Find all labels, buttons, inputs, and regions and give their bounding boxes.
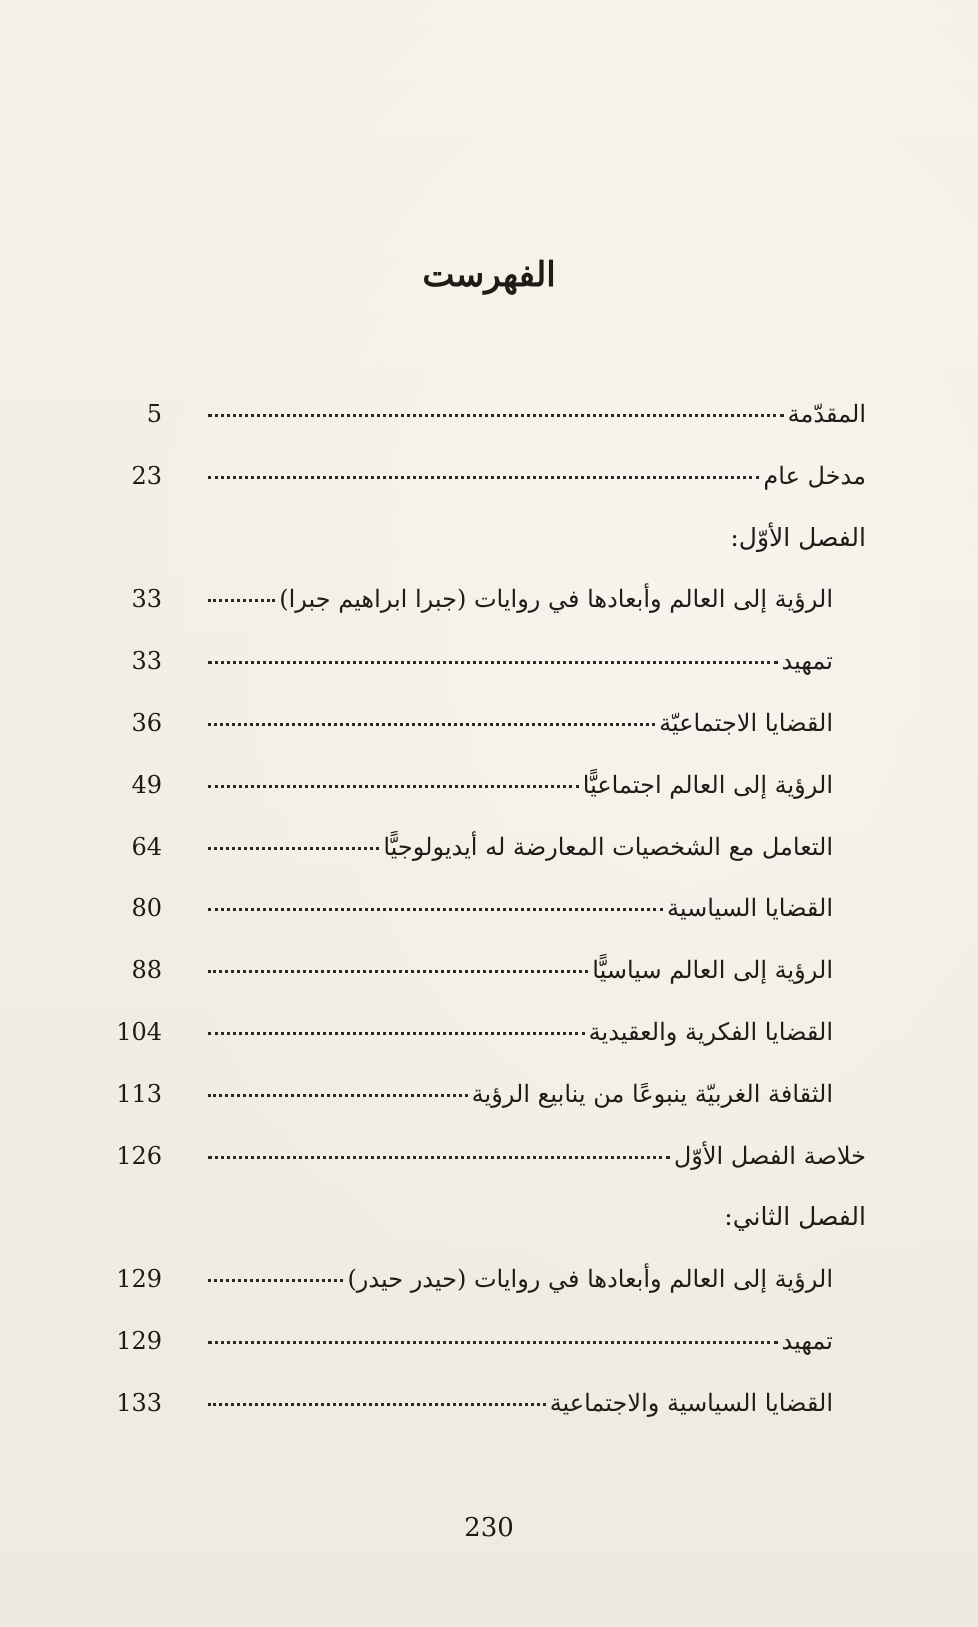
- toc-entry-page-number: 129: [116, 1265, 162, 1294]
- toc-entry: [0, 1383, 978, 1423]
- toc-entry-page-number: 104: [116, 1018, 162, 1046]
- toc-leader-dots: [208, 723, 655, 726]
- toc-leader-dots: [208, 1094, 468, 1097]
- toc-entry-page-number: 113: [116, 1079, 162, 1108]
- toc-entry: [0, 1321, 978, 1361]
- toc-leader-dots: [208, 785, 579, 788]
- toc-leader-dots: [208, 847, 379, 850]
- toc-entry: [0, 579, 978, 619]
- toc-leader-dots: [208, 970, 588, 973]
- toc-entry-label: الرؤية إلى العالم اجتماعيًّا: [582, 770, 833, 799]
- toc-leader-dots: [208, 1032, 585, 1035]
- toc-entry-page-number: 33: [131, 647, 162, 676]
- toc-entry-label: مدخل عام: [763, 461, 866, 490]
- toc-section-heading: [0, 1197, 978, 1237]
- toc-entry-label: خلاصة الفصل الأوّل: [673, 1141, 866, 1170]
- toc-entry-label: القضايا السياسية: [666, 894, 833, 923]
- toc-entry-page-number: 33: [131, 585, 162, 614]
- toc-entry-label: الفصل الأوّل:: [730, 522, 866, 552]
- toc-entry: [0, 1136, 978, 1176]
- toc-entry-page-number: 23: [131, 461, 162, 490]
- toc-entry-label: الرؤية إلى العالم وأبعادها في روايات (حيدر حيدر): [347, 1265, 833, 1294]
- toc-entry-label: الثقافة الغربيّة ينبوعًا من ينابيع الرؤية: [471, 1079, 833, 1108]
- table-of-contents: [0, 394, 978, 1454]
- toc-leader-dots: [208, 414, 784, 417]
- toc-entry-page-number: 36: [131, 709, 162, 737]
- toc-entry: [0, 888, 978, 928]
- toc-entry: [0, 765, 978, 805]
- toc-section-heading: [0, 518, 978, 558]
- toc-entry: [0, 703, 978, 743]
- toc-entry: [0, 394, 978, 434]
- toc-entry: [0, 456, 978, 496]
- toc-leader-dots: [208, 1341, 778, 1344]
- toc-entry-page-number: 49: [131, 770, 162, 799]
- toc-entry-page-number: 5: [146, 400, 162, 428]
- toc-entry-label: الرؤية إلى العالم وأبعادها في روايات (جبرا ابراهيم جبرا): [279, 585, 833, 614]
- toc-entry-label: تمهيد: [781, 1327, 833, 1355]
- toc-entry: [0, 1012, 978, 1052]
- toc-entry-label: القضايا الفكرية والعقيدية: [588, 1018, 833, 1046]
- page-title: الفهرست: [422, 255, 556, 295]
- toc-leader-dots: [208, 1156, 670, 1159]
- toc-entry: [0, 950, 978, 990]
- toc-entry-label: الرؤية إلى العالم سياسيًّا: [592, 956, 833, 985]
- toc-leader-dots: [208, 1403, 546, 1406]
- toc-leader-dots: [208, 476, 759, 479]
- toc-entry: [0, 1074, 978, 1114]
- toc-leader-dots: [208, 1279, 343, 1282]
- toc-entry: [0, 827, 978, 867]
- toc-entry-label: التعامل مع الشخصيات المعارضة له أيديولوجيًّا: [383, 832, 833, 861]
- toc-entry-label: القضايا السياسية والاجتماعية: [549, 1388, 833, 1417]
- toc-entry-label: الفصل الثاني:: [724, 1202, 866, 1232]
- toc-entry-page-number: 88: [131, 956, 162, 985]
- toc-entry-label: تمهيد: [781, 647, 833, 676]
- toc-entry-page-number: 80: [131, 894, 162, 923]
- toc-entry-label: القضايا الاجتماعيّة: [659, 709, 833, 737]
- toc-entry-page-number: 129: [116, 1327, 162, 1355]
- toc-entry: [0, 641, 978, 681]
- toc-entry-label: المقدّمة: [787, 400, 866, 428]
- toc-entry-page-number: 64: [131, 832, 162, 861]
- toc-leader-dots: [208, 599, 275, 602]
- toc-entry-page-number: 126: [116, 1141, 162, 1170]
- folio-page-number: 230: [464, 1513, 514, 1543]
- toc-leader-dots: [208, 661, 778, 664]
- toc-leader-dots: [208, 908, 663, 911]
- toc-entry-page-number: 133: [116, 1388, 162, 1417]
- toc-entry: [0, 1259, 978, 1299]
